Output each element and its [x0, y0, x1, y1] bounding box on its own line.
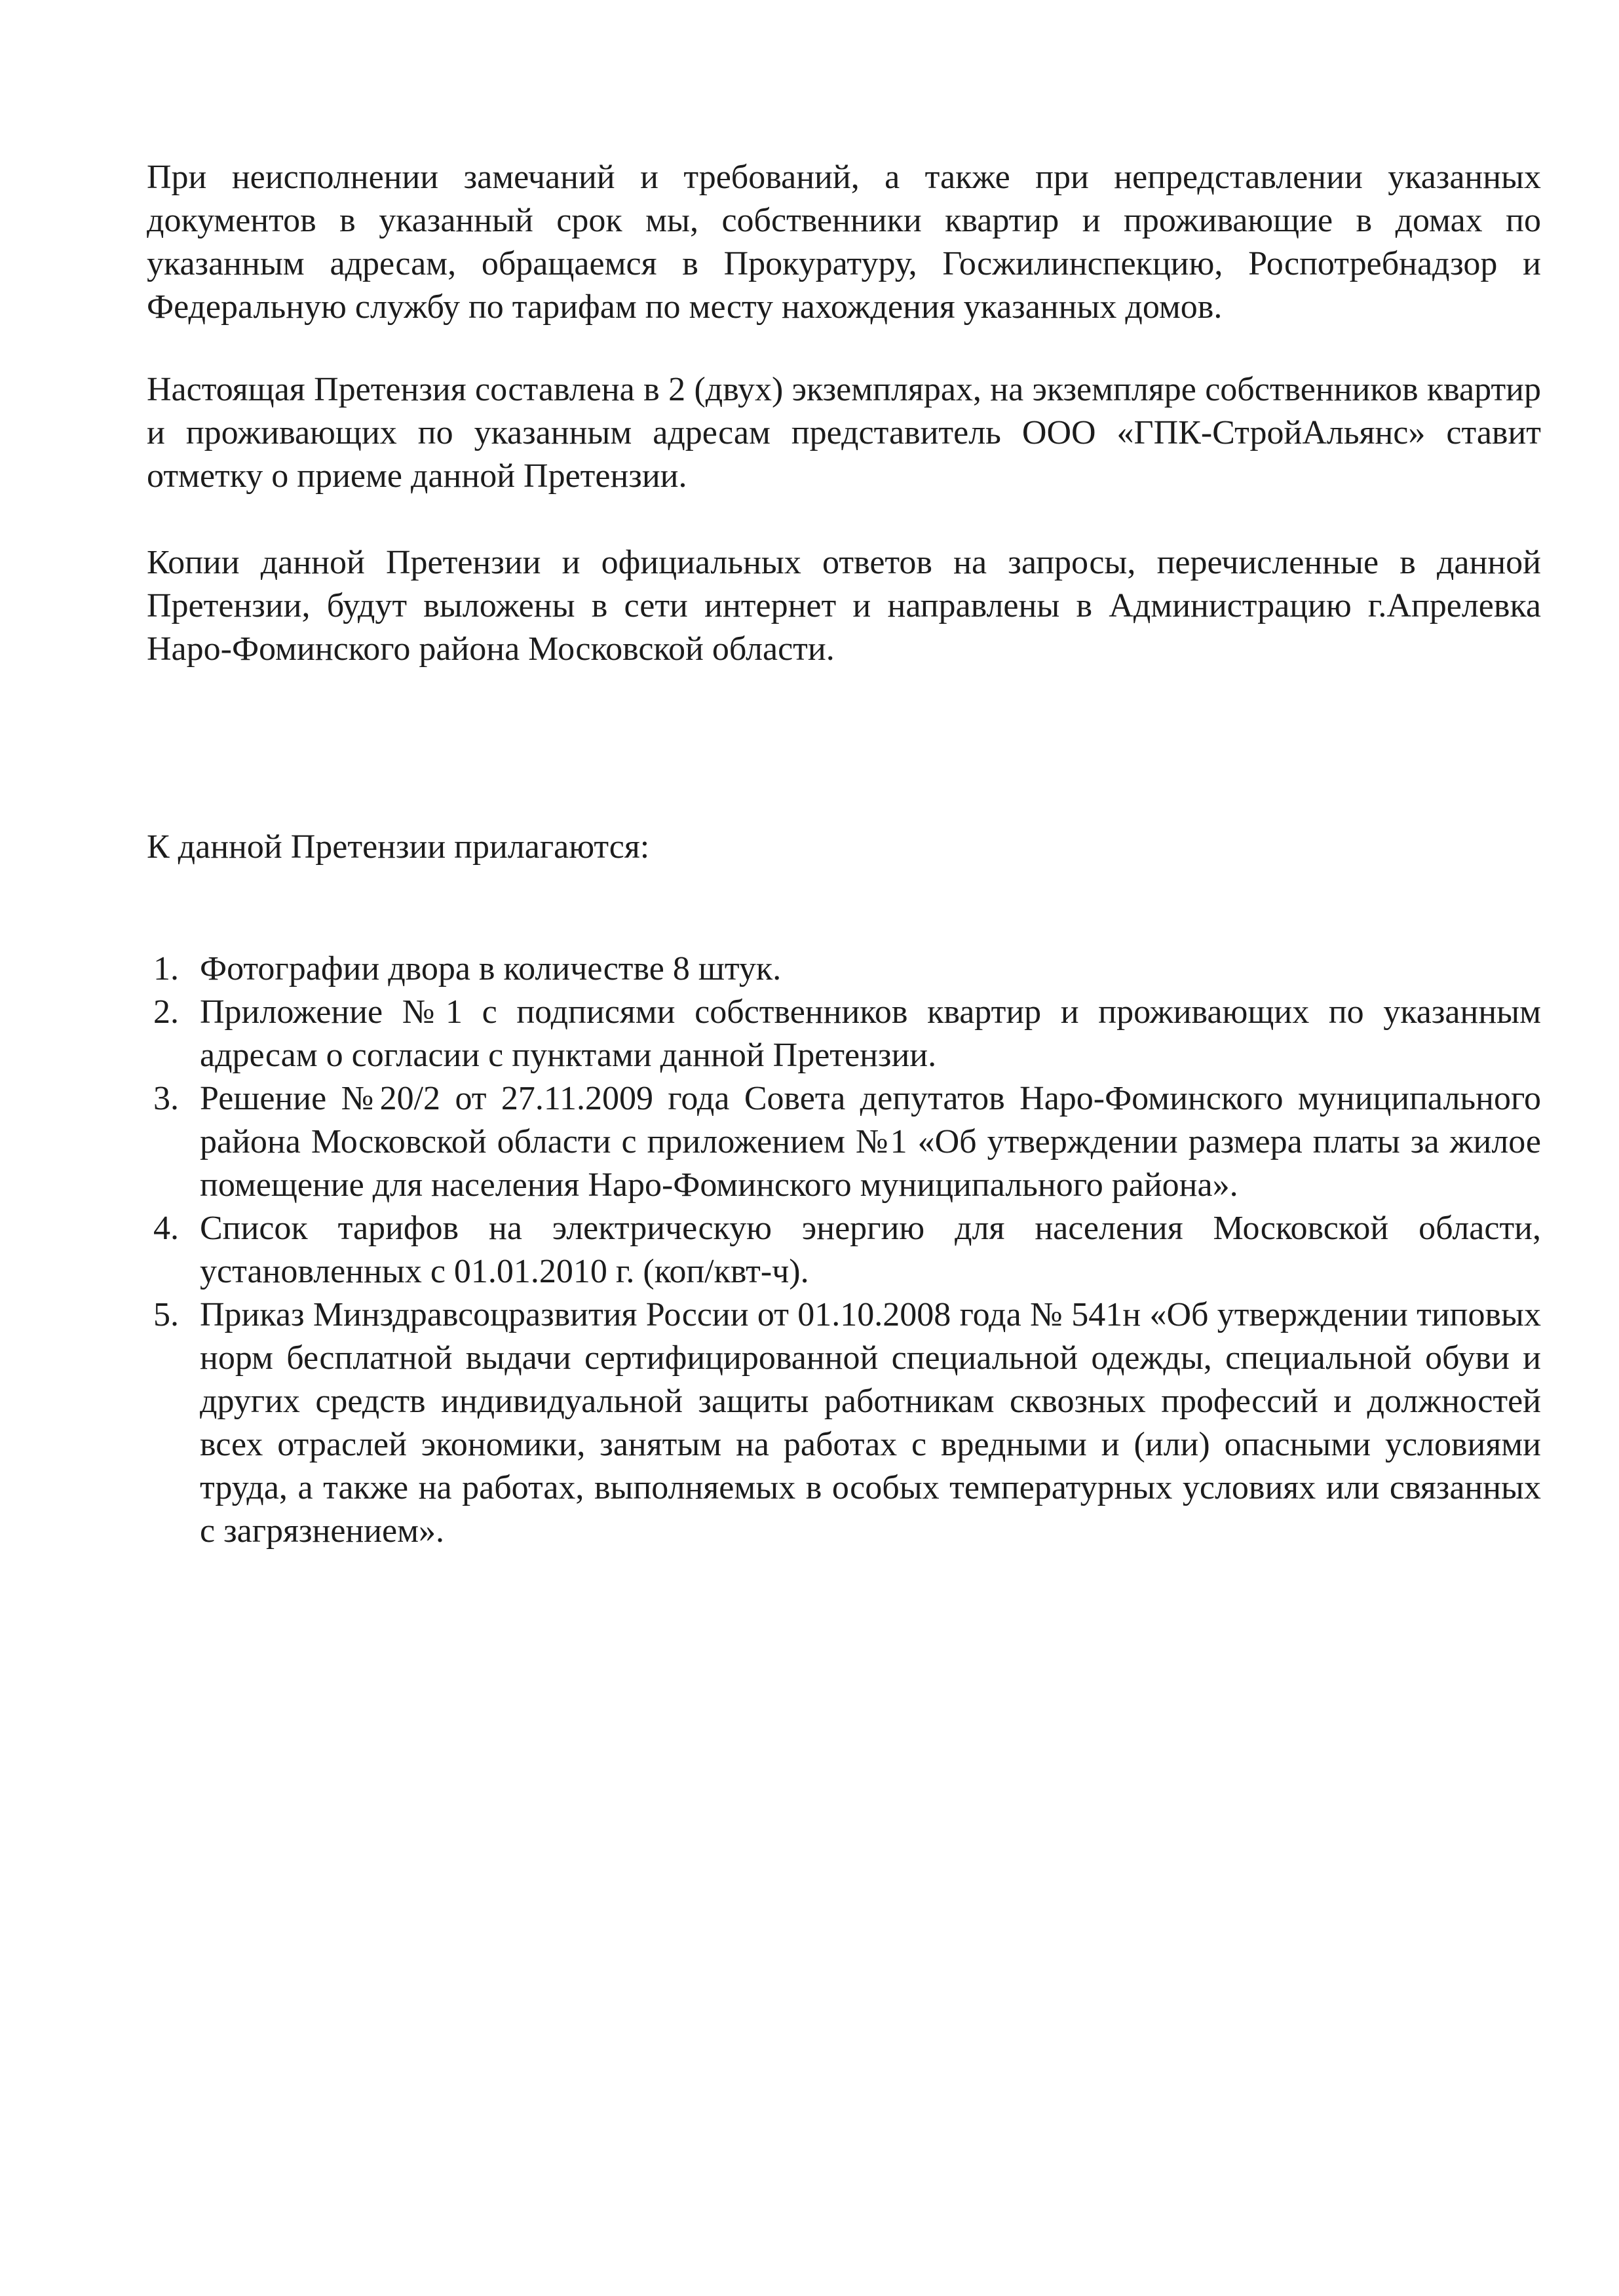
attachment-text: Фотографии двора в количестве 8 штук.: [200, 950, 782, 987]
attachment-item: [147, 1207, 1541, 1293]
attachment-number: 1.: [153, 950, 179, 987]
attachment-text: Приложение №1 с подписями собственников квартир и проживающих по указанным адресам о согласии с пунктами данной Претензии.: [200, 993, 1541, 1074]
attachment-number: 2.: [153, 993, 179, 1031]
attachments-heading: К данной Претензии прилагаются:: [147, 828, 650, 866]
document-page: [147, 156, 1541, 1550]
attachment-number: 3.: [153, 1080, 179, 1117]
attachment-item: [147, 991, 1541, 1077]
attachments-list: [147, 947, 1541, 1553]
paragraph-non-compliance: При неисполнении замечаний и требований, а также при непредставлении указанных документов в указанный срок мы, собственники квартир и проживающие в домах по указанным адресам, обращаемся в Прокуратуру, Госжилинспекцию, Роспотребнадзор и Федеральную службу по тарифам по месту нахождения указанных домов.: [147, 159, 1541, 326]
paragraph-copies-count: Настоящая Претензия составлена в 2 (двух) экземплярах, на экземпляре собственников квартир и проживающих по указанным адресам представитель ООО «ГПК-СтройАльянс» ставит отметку о приеме данной Претензии.: [147, 371, 1541, 495]
attachment-text: Решение №20/2 от 27.11.2009 года Совета депутатов Наро-Фоминского муниципального района Московской области с приложением №1 «Об утверждении размера платы за жилое помещение для населения Наро-Фоминского муниципального района».: [200, 1080, 1541, 1204]
attachment-number: 5.: [153, 1296, 179, 1333]
attachment-text: Список тарифов на электрическую энергию для населения Московской области, установленных с 01.01.2010 г. (коп/квт-ч).: [200, 1210, 1541, 1290]
attachment-text: Приказ Минздравсоцразвития России от 01.10.2008 года № 541н «Об утверждении типовых норм бесплатной выдачи сертифицированной специальной одежды, специальной обуви и других средств индивидуальной защиты работникам сквозных профессий и должностей всех отраслей экономики, занятым на работах с вредными и (или) опасными условиями труда, а также на работах, выполняемых в особых температурных условиях или связанных с загрязнением».: [200, 1296, 1541, 1550]
attachment-item: [147, 1077, 1541, 1207]
attachment-item: [147, 947, 1541, 991]
attachment-item: [147, 1293, 1541, 1553]
paragraph-publication: Копии данной Претензии и официальных ответов на запросы, перечисленные в данной Претензии, будут выложены в сети интернет и направлены в Администрацию г.Апрелевка Наро-Фоминского района Московской области.: [147, 544, 1541, 668]
attachment-number: 4.: [153, 1210, 179, 1247]
